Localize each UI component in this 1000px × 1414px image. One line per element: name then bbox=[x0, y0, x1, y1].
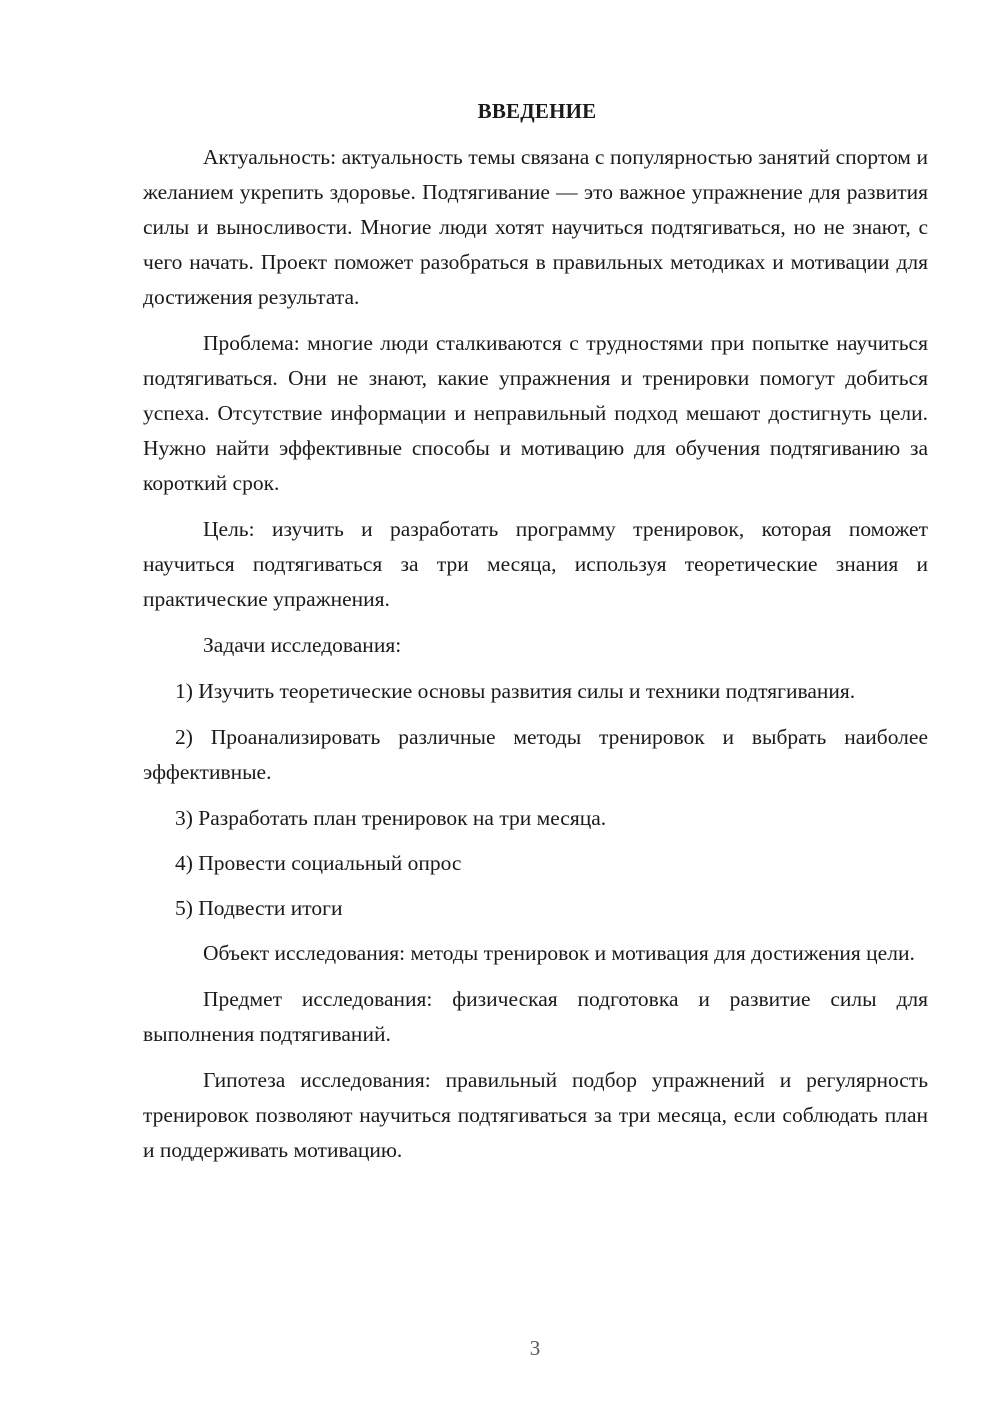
list-item: 3) Разработать план тренировок на три месяца. bbox=[175, 806, 607, 830]
subject-paragraph: Предмет исследования: физическая подготовка и развитие силы для выполнения подтягиваний. bbox=[143, 987, 928, 1046]
tasks-list bbox=[143, 674, 928, 926]
problem-paragraph: Проблема: многие люди сталкиваются с трудностями при попытке научиться подтягиваться. Они не знают, какие упражнения и тренировки помогут добиться успеха. Отсутствие информации и неправильный подход мешают достигнуть цели. Нужно найти эффективные способы и мотивацию для обучения подтягиванию за короткий срок. bbox=[143, 331, 928, 495]
page-content bbox=[143, 96, 928, 1179]
list-item: 2) Проанализировать различные методы тренировок и выбрать наиболее эффективные. bbox=[143, 725, 928, 784]
list-item: 4) Провести социальный опрос bbox=[175, 851, 462, 875]
hypothesis-paragraph: Гипотеза исследования: правильный подбор упражнений и регулярность тренировок позволяют научиться подтягиваться за три месяца, если соблюдать план и поддерживать мотивацию. bbox=[143, 1068, 928, 1162]
object-paragraph: Объект исследования: методы тренировок и мотивация для достижения цели. bbox=[203, 941, 915, 965]
page-number: 3 bbox=[529, 1336, 541, 1360]
tasks-intro: Задачи исследования: bbox=[203, 633, 402, 657]
list-item: 5) Подвести итоги bbox=[175, 896, 343, 920]
list-item: 1) Изучить теоретические основы развития силы и техники подтягивания. bbox=[175, 679, 856, 703]
goal-paragraph: Цель: изучить и разработать программу тренировок, которая поможет научиться подтягиваться за три месяца, используя теоретические знания и практические упражнения. bbox=[143, 517, 928, 611]
relevance-paragraph: Актуальность: актуальность темы связана с популярностью занятий спортом и желанием укрепить здоровье. Подтягивание — это важное упражнение для развития силы и выносливости. Многие люди хотят научиться подтягиваться, но не знают, с чего начать. Проект поможет разобраться в правильных методиках и мотивации для достижения результата. bbox=[143, 145, 928, 309]
section-heading: ВВЕДЕНИЕ bbox=[477, 99, 597, 123]
